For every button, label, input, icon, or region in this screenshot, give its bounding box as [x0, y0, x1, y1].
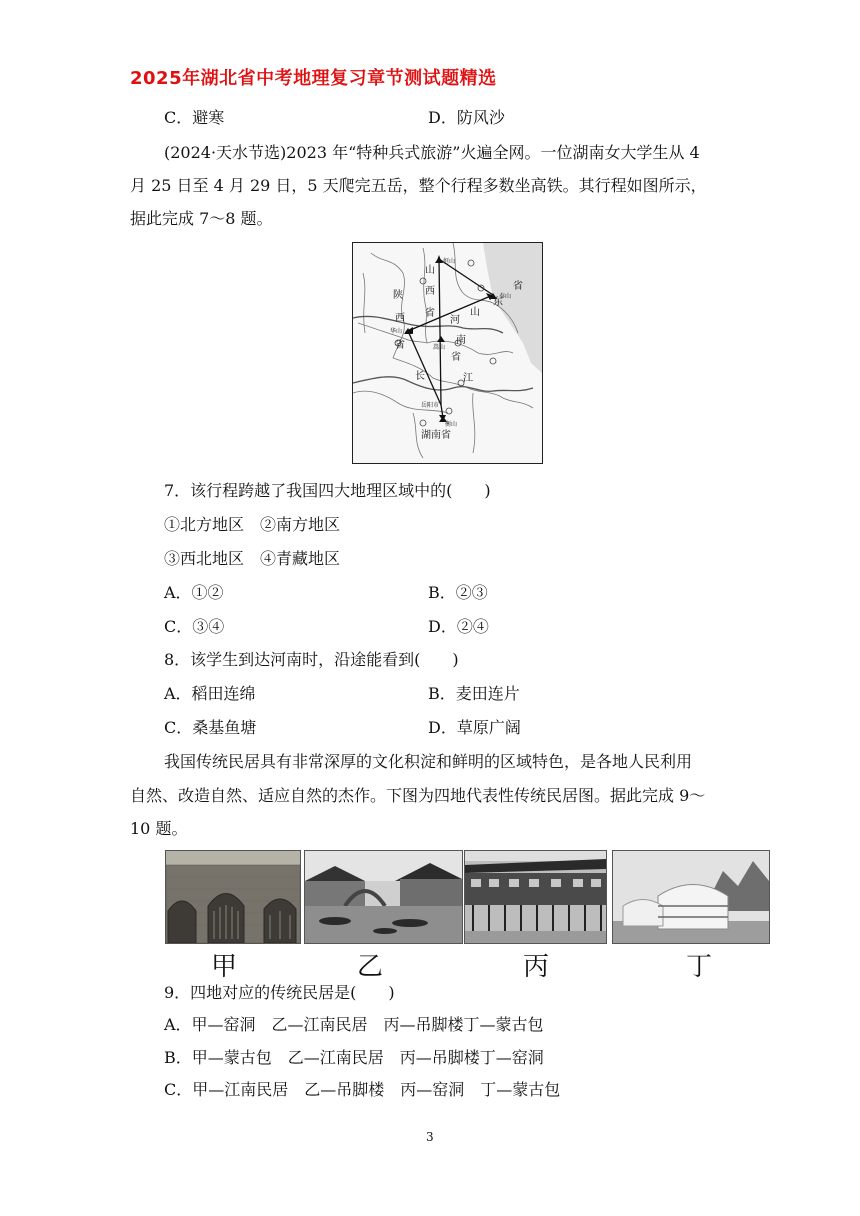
label-huashan: 华山: [390, 328, 403, 335]
cave-dwelling-illustration: [166, 851, 300, 943]
q7-option-c: C．③④: [164, 617, 225, 636]
sea-area: [483, 243, 542, 373]
photo-ding-yurt: [612, 850, 770, 944]
q7-option-b: B．②③: [428, 583, 488, 602]
photo-jia-cave-dwelling: [165, 850, 301, 944]
q8-stem: 8．该学生到达河南时，沿途能看到( ): [164, 650, 459, 669]
stilt-house-illustration: [465, 851, 606, 943]
q9-option-c: C．甲—江南民居 乙—吊脚楼 丙—窑洞 丁—蒙古包: [164, 1080, 561, 1099]
route-map: [352, 242, 543, 464]
q9-option-b: B．甲—蒙古包 乙—江南民居 丙—吊脚楼丁—窑洞: [164, 1048, 544, 1067]
mountain-markers: [404, 257, 497, 422]
label-xi2: 西: [395, 313, 405, 324]
yurt-illustration: [613, 851, 769, 943]
intro1-line3: 据此完成 7～8 题。: [130, 209, 273, 228]
intro2-line3: 10 题。: [130, 819, 188, 838]
q7-option-a: A．①②: [164, 583, 224, 602]
label-shan2: 山: [470, 307, 480, 318]
page-number: 3: [426, 1130, 434, 1144]
option-c-prev: C．避寒: [164, 108, 225, 127]
intro1-line2: 月 25 日至 4 月 29 日，5 天爬完五岳，整个行程多数坐高铁。其行程如图所示，: [130, 176, 707, 195]
label-dong: 东: [493, 297, 503, 308]
label-chang: 长: [415, 371, 425, 382]
label-nan: 南: [456, 335, 466, 346]
intro2-line2: 自然、改造自然、适应自然的杰作。下图为四地代表性传统民居图。据此完成 9～: [130, 786, 706, 805]
label-taishan: 泰山: [499, 293, 512, 300]
label-ding: 丁: [685, 952, 712, 982]
map-svg: [353, 243, 542, 463]
label-songshan: 嵩山: [433, 344, 446, 351]
label-hengshan-south: 衡山: [445, 421, 458, 428]
label-yueyang: 岳阳市: [421, 402, 440, 409]
label-shaan: 陕: [393, 290, 403, 301]
songshan-marker: [437, 336, 445, 342]
hengshan-marker: [435, 257, 443, 263]
label-sheng4: 省: [513, 281, 523, 292]
label-hunan-province: 湖南省: [421, 430, 451, 441]
label-sheng: 省: [425, 308, 435, 319]
q8-option-b: B．麦田连片: [428, 684, 520, 703]
q9-option-a: A．甲—窑洞 乙—江南民居 丙—吊脚楼丁—蒙古包: [164, 1015, 544, 1034]
label-hengshan: 恒山: [443, 258, 456, 265]
label-yi: 乙: [356, 952, 383, 982]
route-yueyang-hengshan: [439, 259, 441, 405]
label-sheng2: 省: [395, 340, 405, 351]
intro2-line1: 我国传统民居具有非常深厚的文化积淀和鲜明的区域特色，是各地人民利用: [164, 752, 693, 771]
label-jia: 甲: [210, 952, 237, 982]
option-d-prev: D．防风沙: [428, 108, 505, 127]
label-he: 河: [450, 315, 460, 326]
capital-symbols: [395, 260, 496, 426]
jiangnan-illustration: [305, 851, 462, 943]
photo-bing-stilt-house: [464, 850, 607, 944]
yangtze-river: [353, 377, 533, 391]
photo-yi-jiangnan-house: [304, 850, 463, 944]
q7-items1: ①北方地区 ②南方地区: [164, 515, 341, 534]
route-arrowheads: [405, 255, 495, 421]
label-shan: 山: [425, 265, 435, 276]
rivers: [353, 316, 533, 391]
q8-option-c: C．桑基鱼塘: [164, 718, 257, 737]
label-bing: 丙: [522, 952, 549, 982]
page-header: 2025年湖北省中考地理复习章节测试题精选: [130, 68, 497, 89]
q7-option-d: D．②④: [428, 617, 489, 636]
intro1-line1: (2024·天水节选)2023 年“特种兵式旅游”火遍全网。一位湖南女大学生从 4: [164, 143, 700, 162]
q8-option-a: A．稻田连绵: [164, 684, 256, 703]
label-sheng3: 省: [451, 352, 461, 363]
label-xi: 西: [425, 286, 435, 297]
label-jiang: 江: [463, 373, 473, 384]
q7-stem: 7．该行程跨越了我国四大地理区域中的( ): [164, 481, 491, 500]
q7-items2: ③西北地区 ④青藏地区: [164, 549, 341, 568]
q9-stem: 9．四地对应的传统民居是( ): [164, 983, 395, 1002]
q8-option-d: D．草原广阔: [428, 718, 521, 737]
